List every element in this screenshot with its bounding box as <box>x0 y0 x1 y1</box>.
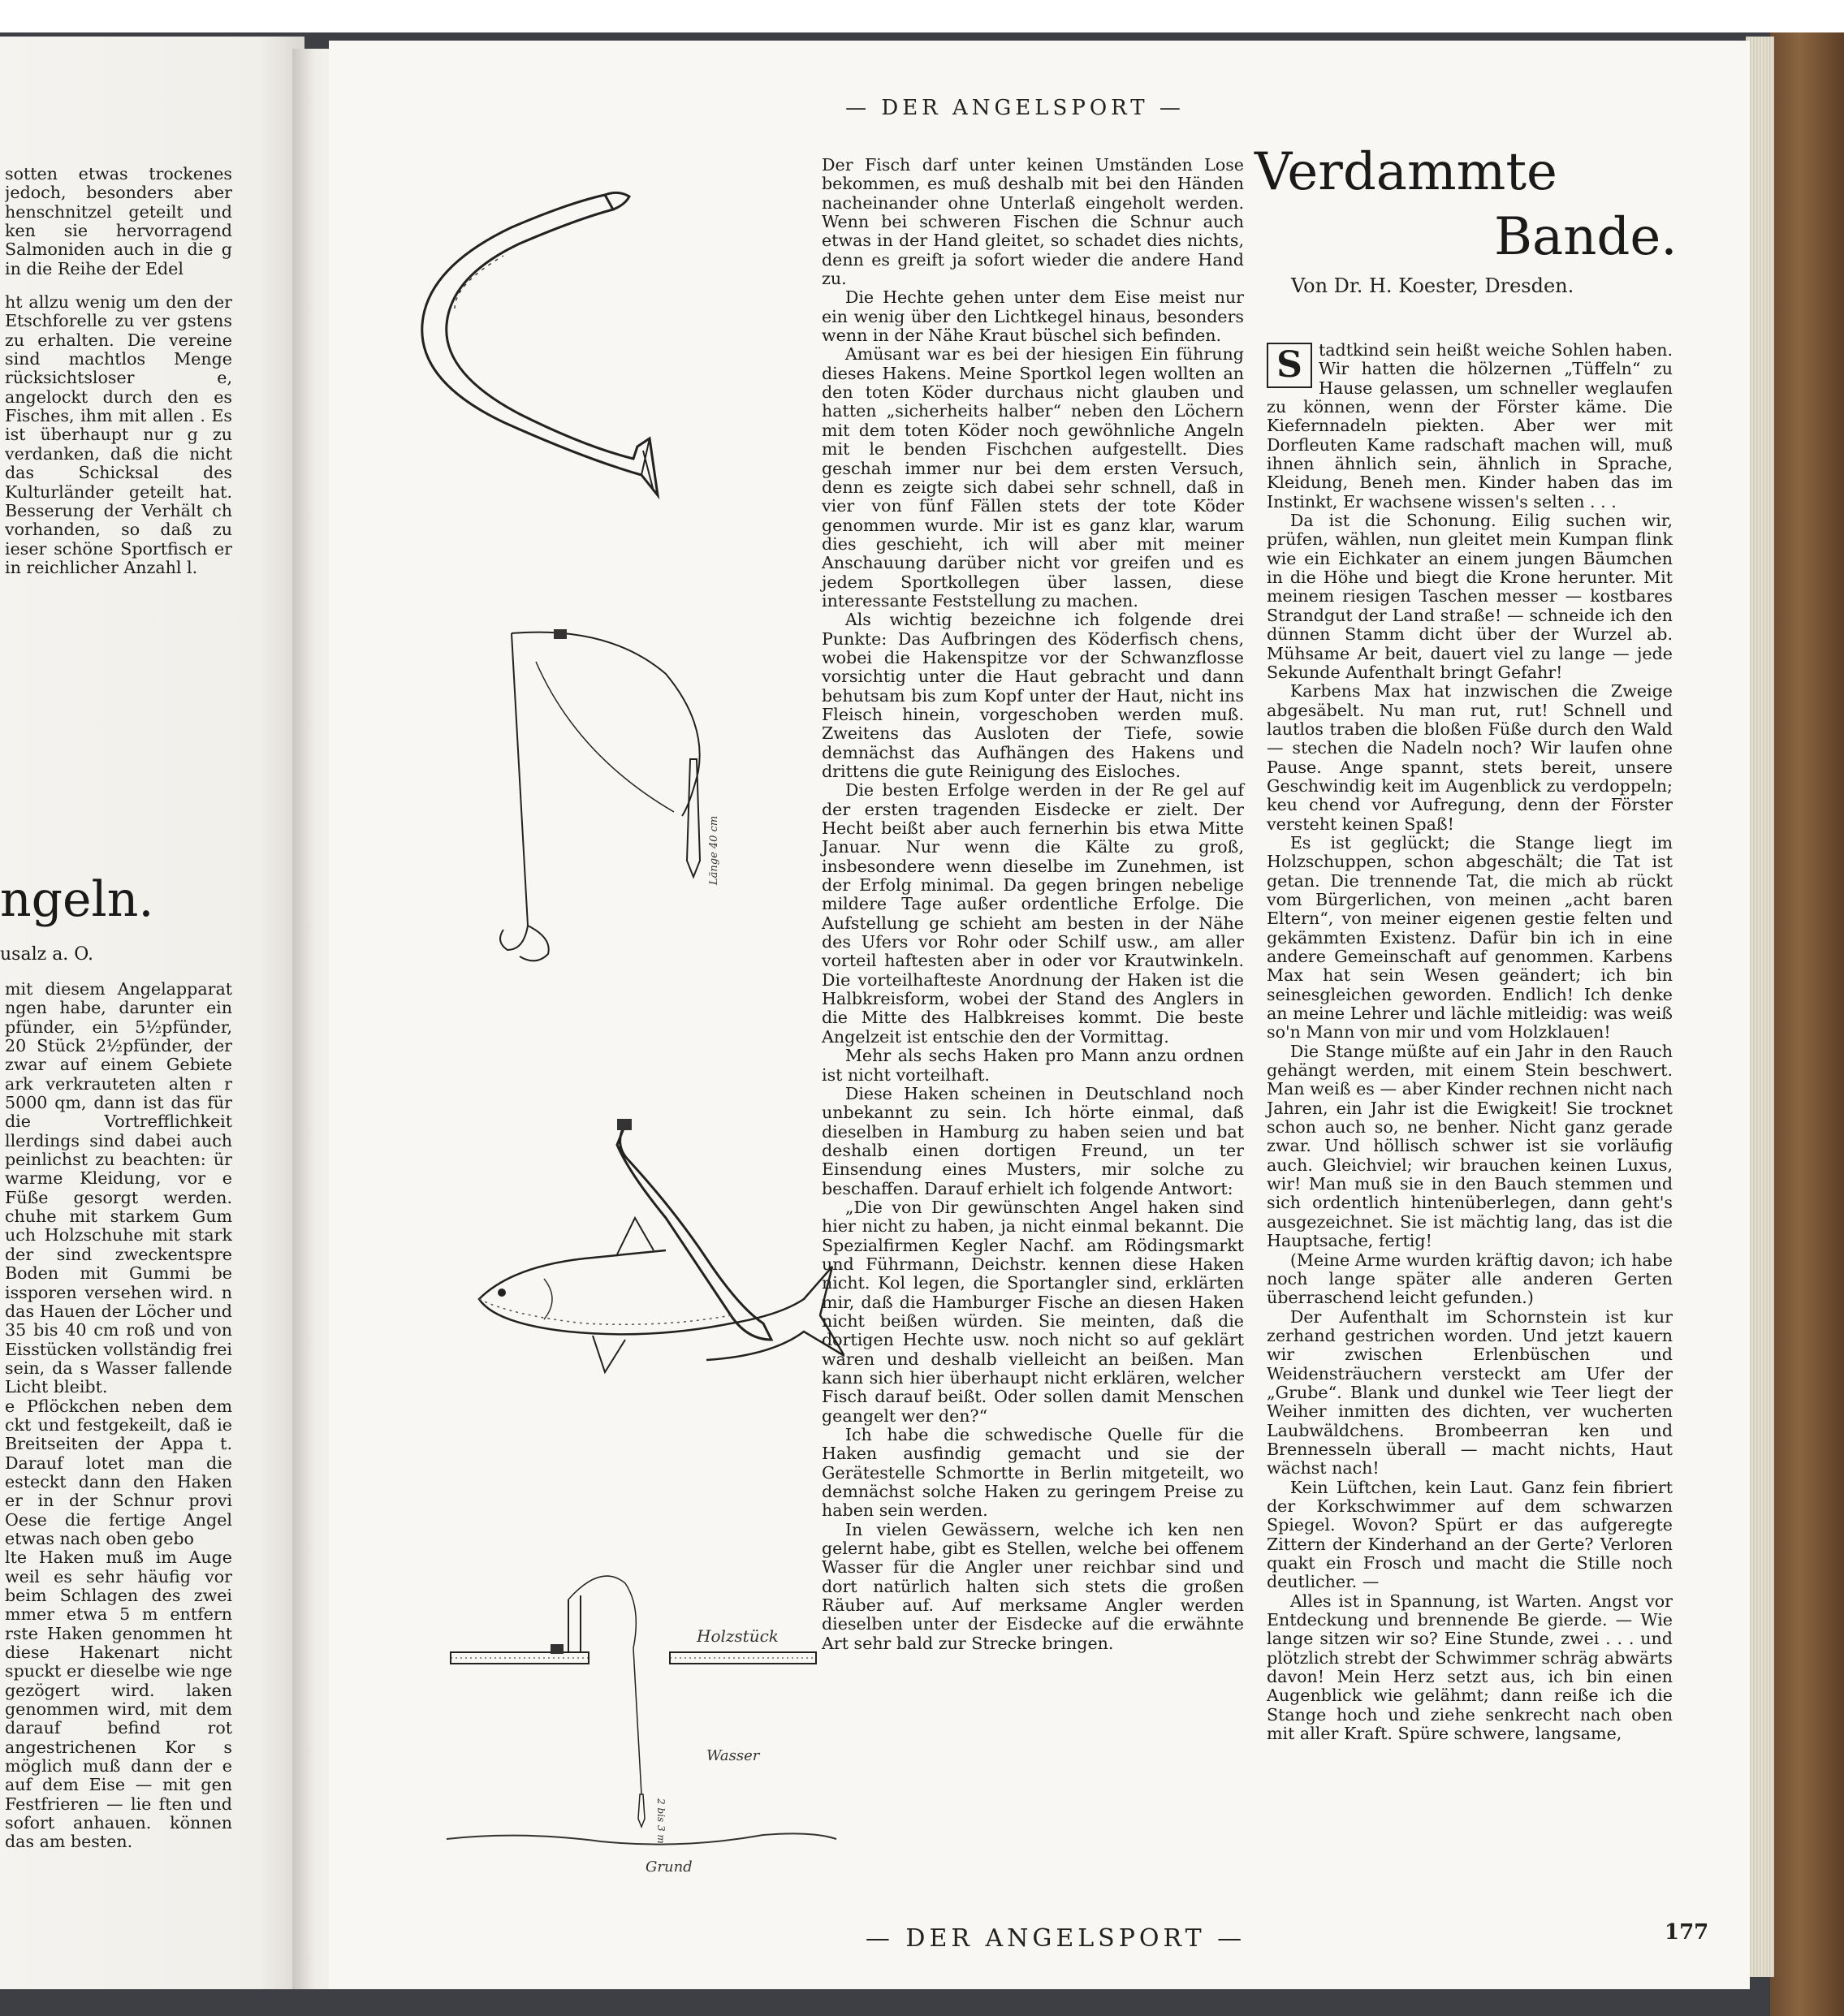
article-paragraph: Da ist die Schonung. Eilig suchen wir, prüfen, wählen, nun gleitet mein Kumpan flink wie ein Eichkater an einem jungen Bäumchen in die Höhe und biegt die Krone herunter. Mit meinem riesigen Taschen messer — kostbares Strandgut der Land straße! — schneide ich den dünnen Stamm dicht über der Wurzel ab. Mühsame Ar beit, dauert viel zu lange — jede Sekunde Aufenthalt bringt Gefahr! <box>1267 511 1673 682</box>
article-paragraph: In vielen Gewässern, welche ich ken nen gelernt habe, gibt es Stellen, welche bei offenem Wasser für die Angler uner reichbar sind und dort natürlich halten sich stets die großen Räuber auf. Auf merksame Angler werden dieselben unter der Eisdecke auf die erwähnte Art sehr bald zur Strecke bringen. <box>822 1519 1244 1653</box>
left-paragraph: sotten etwas trockenes jedoch, besonders aber henschnitzel geteilt und ken sie hervorragend Salmoniden auch in die g in die Reihe der Edel <box>5 165 232 278</box>
article-paragraph: Mehr als sechs Haken pro Mann anzu ordnen ist nicht vorteilhaft. <box>822 1046 1244 1085</box>
left-article-title: ngeln. <box>0 871 154 928</box>
left-paragraph: e Pflöckchen neben dem ckt und festgekeilt, daß ie Breitseiten der Appa t. Darauf lotet man die esteckt dann den Haken er in der Schnur provi Oese die fertige Angel etwas nach oben gebo <box>5 1396 232 1548</box>
article-lead-paragraph: S tadtkind sein heißt weiche Sohlen haben. Wir hatten die hölzernen „Tüffeln“ zu Hause gelassen, um schneller weglaufen zu können, wenn der Förster käme. Die Kiefernnadeln piekten. Aber wer mit Dorfleuten Kame radschaft machen will, muß ihnen ähnlich sein, ähnlich in Sprache, Kleidung, Beneh men. Kinder haben das im Instinkt, Er wachsene wissen's selten . . . <box>1267 340 1673 512</box>
rig-illustration <box>487 617 747 974</box>
article-paragraph: Kein Lüftchen, kein Laut. Ganz fein fibriert der Korkschwimmer auf dem schwarzen Spiegel. Wovon? Spürt er das aufgeregte Zittern der Kinderhand an der Gerte? Verloren quakt ein Frosch und macht die Stille noch deutlicher. — <box>1267 1477 1673 1592</box>
article-paragraph: Karbens Max hat inzwischen die Zweige abgesäbelt. Nu man rut, rut! Schnell und lautlos traben die bloßen Füße durch den Wald — stechen die Nadeln noch? Wir laufen ohne Pause. Ange spannt, stets bereit, unsere Geschwindig keit im Augenblick zu verdoppeln; keu chend vor Aufregung, denn der Förster versteht keinen Spaß! <box>1267 681 1673 834</box>
article-paragraph: Die Hechte gehen unter dem Eise meist nur ein wenig über den Lichtkegel hinaus, besonders wenn in der Nähe Kraut büschel sich befinden. <box>822 287 1244 346</box>
article-title-line2: Bande. <box>1494 207 1678 267</box>
running-head: — DER ANGELSPORT — <box>845 96 1185 120</box>
left-paragraph: mit diesem Angelapparat ngen habe, darunter ein pfünder, ein 5½pfünder, 20 Stück 2½pfünder, der zwar auf einem Gebiete ark verkrauteten alten r 5000 qm, dann ist das für die Vortrefflichkeit llerdings sind dabei auch peinlichst zu beachten: ür warme Kleidung, vor e Füße gesorgt werden. chuhe mit starkem Gum uch Holzschuhe mit stark der sind zweckentspre Boden mit Gummi be issporen versehen wird. n das Hauen der Löcher und 35 bis 40 cm roß und von Eisstücken vollständig frei sein, da s Wasser fallende Licht bleibt. <box>5 980 232 1397</box>
depth-label: 2 bis 3 m <box>655 1798 667 1844</box>
rig-length-label: Länge 40 cm <box>708 815 720 885</box>
article-right-column <box>1267 341 1673 1743</box>
article-middle-column <box>822 156 1244 1653</box>
article-paragraph: Der Aufenthalt im Schornstein ist kur zerhand gestrichen worden. Und jetzt kauern wir zwischen Erlenbüschen und Weidensträuchern versteckt am Ufer der „Grube“. Blank und dunkel wie Teer liegt der Weiher inmitten des dichten, ver wucherten Laubwäldchens. Brombeerran ken und Brennesseln überall — macht nichts, Haut wächst nach! <box>1267 1306 1673 1479</box>
article-paragraph: Amüsant war es bei der hiesigen Ein führung dieses Hakens. Meine Sportkol legen wollten an den toten Köder durchaus nicht glauben und hatten „sicherheits halber“ neben den Löchern mit dem toten Köder noch gewöhnliche Angeln mit le benden Fischchen aufgestellt. Dies geschah immer nur bei dem ersten Versuch, denn es zeigte sich dabei sehr schnell, daß in vier von fünf Fällen stets der tote Köder genommen wurde. Mir ist es ganz klar, warum dies geschieht, ich will aber mit meiner Anschauung darüber nicht vor greifen und es jedem Sportkollegen über lassen, diese interessante Feststellung zu machen. <box>822 344 1244 611</box>
article-paragraph: „Die von Dir gewünschten Angel haken sind hier nicht zu haben, ja nicht einmal bekannt. Die Spezialfirmen Kegler Nachf. am Rödingsmarkt und Führmann, Deichstr. kennen diese Haken nicht. Kol legen, die Sportangler sind, erklärten mir, daß die Hamburger Fische an diesen Haken nicht beißen würden. Sie meinten, daß die dortigen Hechte usw. noch nicht so auf geklärt wären und deshalb vielleicht an beißen. Man kann sich hier überhaupt nicht erklären, welcher Fisch darauf beißt. Oder sollen damit Menschen geangelt wer den?“ <box>822 1197 1244 1426</box>
ice-rig-illustration <box>438 1551 844 1892</box>
article-paragraph: Diese Haken scheinen in Deutschland noch unbekannt zu sein. Ich hörte einmal, daß dieselben in Hamburg zu haben seien und bat deshalb einen dortigen Freund, un ter Einsendung eines Musters, mir solche zu beschaffen. Darauf erhielt ich folgende Antwort: <box>822 1083 1244 1198</box>
page-number: 177 <box>1665 1920 1709 1945</box>
article-paragraph: Ich habe die schwedische Quelle für die Haken ausfindig gemacht und sie der Gerätestelle Schmortte in Berlin mitgeteilt, wo demnächst solche Haken zu geringem Preise zu haben sein werden. <box>822 1425 1244 1521</box>
article-paragraph: Es ist geglückt; die Stange liegt im Holzschuppen, schon abgeschält; die Tat ist getan. Die trennende Tat, die mich ab rückt vom Bürgerlichen, von meinen „acht baren Eltern“, von meiner eigenen gestie felten und gekämmten Existenz. Dafür bin ich in eine andere Gemeinschaft auf genommen. Karbens Max hat sein Wesen geändert; ich bin seinesgleichen geworden. Endlich! Ich denke an meine Lehrer und lächle mitleidig: was weiß so'n Mann von mir und vom Holzklauen! <box>1267 832 1673 1043</box>
drop-cap: S <box>1267 343 1312 388</box>
article-paragraph: Als wichtig bezeichne ich folgende drei Punkte: Das Aufbringen des Köderfisch chens, wobei die Hakenspitze vor der Schwanzflosse vorsichtig unter die Haut gebracht und dann behutsam bis zum Kopf unter der Haut, nicht ins Fleisch hinein, vorgeschoben werden muß. Zweitens das Ausloten der Tiefe, sowie demnächst das Aufhängen des Hakens und drittens die gute Reinigung des Eisloches. <box>822 610 1244 781</box>
hook-illustration <box>406 179 812 528</box>
article-paragraph: (Meine Arme wurden kräftig davon; ich habe noch lange später alle anderen Gerten überraschend leicht gefunden.) <box>1267 1250 1673 1308</box>
article-paragraph: Die besten Erfolge werden in der Re gel auf der ersten tragenden Eisdecke er zielt. Der Hecht beißt aber auch fernerhin bis etwa Mitte Januar. Nur wenn die Kälte zu groß, insbesondere wenn dieselbe im Zunehmen, ist der Erfolg minimal. Da gegen bringen nebelige mildere Tage außer ordentliche Erfolge. Die Aufstellung ge schieht am besten in der Nähe des Ufers vor Rohr oder Schilf usw., am aller vorteil haftesten aber in oder vor Krautwinkeln. Die vorteilhafteste Anordnung der Haken ist die Halbkreisform, wobei der Stand des Anglers in die Mitte des Halbkreises kommt. Die beste Angelzeit ist entschie den der Vormittag. <box>822 780 1244 1047</box>
article-paragraph: Die Stange müßte auf ein Jahr in den Rauch gehängt werden, mit einem Stein beschwert. Man weiß es — aber Kinder rechnen nicht nach Jahren, ein Jahr ist die Ewigkeit! Sie trocknet schon auch so, ne benher. Nicht ganz gerade zwar. Und höllisch schwer ist sie vorläufig auch. Gleichviel; wir brauchen keinen Luxus, wir! Man muß sie in den Bauch stemmen und sich ordentlich hintenüberlegen, dann geht's ausgezeichnet. Sie ist mächtig lang, das ist die Hauptsache, fertig! <box>1267 1041 1673 1251</box>
left-paragraph: ht allzu wenig um den der Etschforelle zu ver gstens zu erhalten. Die vereine sind machtlos Menge rücksichtsloser e, angelockt durch den es Fisches, ihm mit allen . Es ist überhaupt nur g zu verdanken, daß die nicht das Schicksal des Kulturländer geteilt hat. Besserung der Verhält ch vorhanden, so daß zu ieser schöne Sportfisch er in reichlicher Anzahl l. <box>5 292 232 577</box>
page-stack-edge <box>1746 37 1774 1977</box>
left-page <box>0 37 304 1989</box>
article-paragraph: Der Fisch darf unter keinen Umständen Lose bekommen, es muß deshalb mit bei den Händen nacheinander ohne Unterlaß eingeholt werden. Wenn bei schweren Fischen die Schnur auch etwas in der Hand gleitet, so schadet dies nichts, denn es greift ja sofort wieder die andere Hand zu. <box>822 155 1244 289</box>
bottom-label: Grund <box>646 1858 693 1876</box>
article-paragraph: Alles ist in Spannung, ist Warten. Angst vor Entdeckung und brennende Be gierde. — Wie lange sitzen wir so? Eine Stunde, zwei . . . und plötzlich strebt der Schwimmer schräg abwärts davon! Mein Herz setzt aus, ich bin einen Augenblick wie gelähmt; dann reiße ich die Stange hoch und ziehe senkrecht nach oben mit aller Kraft. Spüre schwere, langsame, <box>1267 1591 1673 1744</box>
left-article-byline: usalz a. O. <box>0 944 94 965</box>
scan-border-top <box>0 0 1844 32</box>
baited-hook-illustration <box>422 1112 844 1437</box>
left-paragraph: lte Haken muß im Auge weil es sehr häufig vor beim Schlagen des zwei mmer etwa 5 m entfern rste Haken genommen ht diese Hakenart nicht spuckt er dieselbe wie nge gezögert wird. laken genommen wird, mit dem darauf befind rot angestrichenen Kor s möglich muß dann der e auf dem Eise — mit gen Festfrieren — lie ften und sofort anhauen. können das am besten. <box>5 1548 232 1852</box>
left-column-top <box>5 165 232 577</box>
water-label: Wasser <box>706 1747 760 1764</box>
article-byline: Von Dr. H. Koester, Dresden. <box>1291 274 1574 297</box>
book-cover-edge <box>1770 32 1844 2016</box>
running-foot: — DER ANGELSPORT — <box>865 1924 1246 1953</box>
article-title-line1: Verdammte <box>1255 142 1557 202</box>
ice-stick-label: Holzstück <box>697 1626 779 1646</box>
left-column-bottom <box>5 980 232 1852</box>
